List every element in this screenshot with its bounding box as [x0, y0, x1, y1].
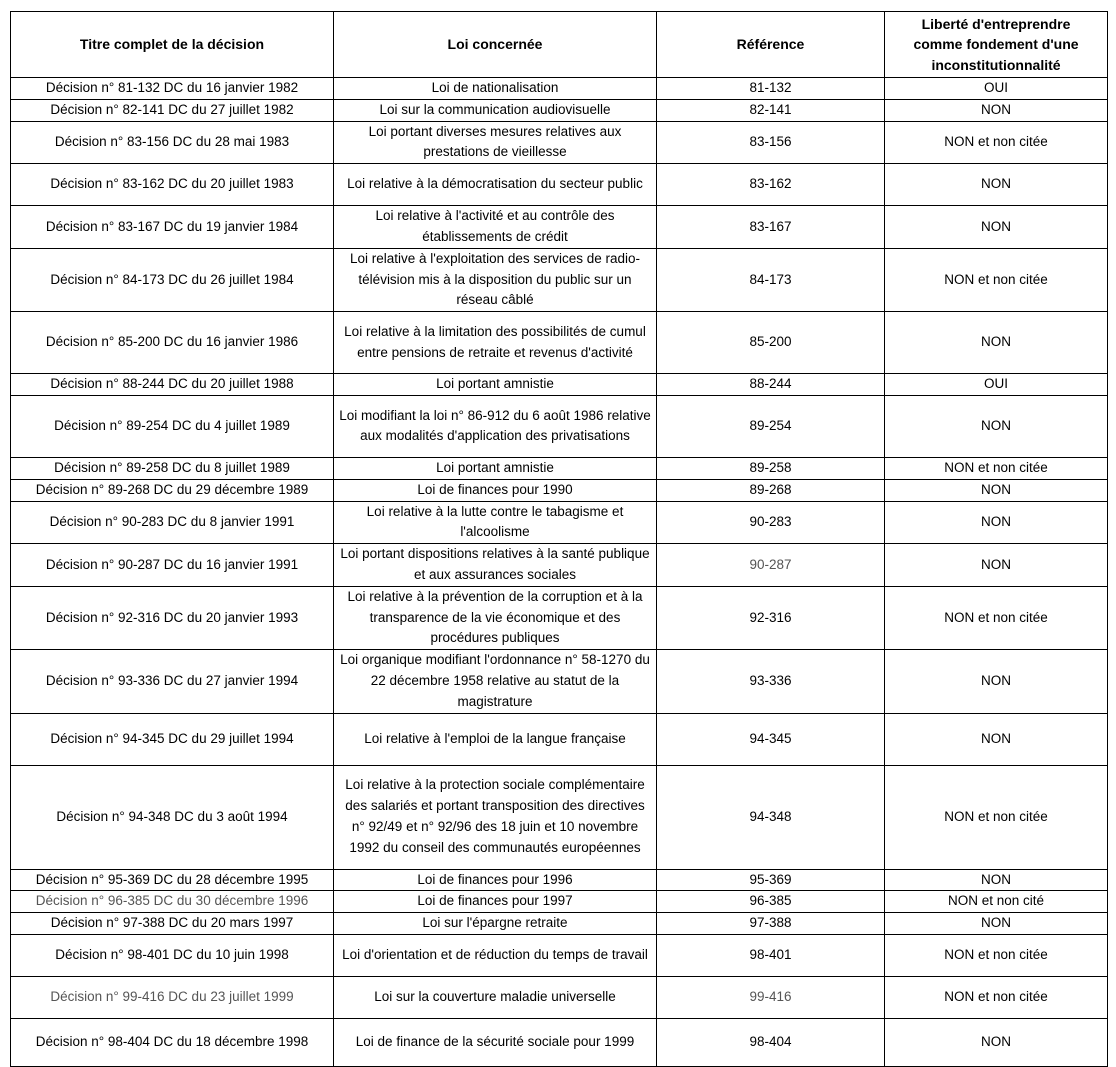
table-row: [11, 312, 1108, 374]
table-row: [11, 121, 1108, 164]
table-row: [11, 374, 1108, 396]
cell-decision: Décision n° 94-348 DC du 3 août 1994: [11, 765, 334, 869]
table-row: [11, 395, 1108, 457]
cell-ref: 95-369: [657, 869, 885, 891]
cell-decision: Décision n° 81-132 DC du 16 janvier 1982: [11, 78, 334, 100]
table-row: [11, 99, 1108, 121]
cell-loi: Loi de finance de la sécurité sociale pour 1999: [334, 1018, 657, 1066]
cell-decision: Décision n° 92-316 DC du 20 janvier 1993: [11, 586, 334, 649]
cell-ref: 98-401: [657, 934, 885, 976]
table-row: [11, 78, 1108, 100]
table-row: [11, 586, 1108, 649]
cell-liberte: NON: [885, 913, 1108, 935]
table-row: [11, 713, 1108, 765]
cell-decision: Décision n° 83-162 DC du 20 juillet 1983: [11, 164, 334, 206]
cell-liberte: OUI: [885, 374, 1108, 396]
cell-loi: Loi de finances pour 1997: [334, 891, 657, 913]
cell-decision: Décision n° 99-416 DC du 23 juillet 1999: [11, 976, 334, 1018]
cell-liberte: NON: [885, 544, 1108, 587]
cell-loi: Loi modifiant la loi n° 86-912 du 6 août 1986 relative aux modalités d'application des privatisations: [334, 395, 657, 457]
cell-ref: 83-156: [657, 121, 885, 164]
cell-decision: Décision n° 94-345 DC du 29 juillet 1994: [11, 713, 334, 765]
cell-ref: 97-388: [657, 913, 885, 935]
table-row: [11, 1018, 1108, 1066]
cell-loi: Loi sur l'épargne retraite: [334, 913, 657, 935]
cell-decision: Décision n° 89-268 DC du 29 décembre 1989: [11, 479, 334, 501]
cell-decision: Décision n° 83-167 DC du 19 janvier 1984: [11, 206, 334, 249]
cell-decision: Décision n° 90-287 DC du 16 janvier 1991: [11, 544, 334, 587]
table-row: [11, 479, 1108, 501]
table-row: [11, 765, 1108, 869]
table-row: [11, 869, 1108, 891]
cell-decision: Décision n° 98-401 DC du 10 juin 1998: [11, 934, 334, 976]
cell-loi: Loi sur la couverture maladie universelle: [334, 976, 657, 1018]
cell-loi: Loi relative à la limitation des possibilités de cumul entre pensions de retraite et revenus d'activité: [334, 312, 657, 374]
table-row: [11, 164, 1108, 206]
table-row: [11, 913, 1108, 935]
header-loi: Loi concernée: [334, 12, 657, 78]
cell-ref: 89-268: [657, 479, 885, 501]
table-row: [11, 934, 1108, 976]
cell-ref: 81-132: [657, 78, 885, 100]
cell-loi: Loi relative à la prévention de la corruption et à la transparence de la vie économique et des procédures publiques: [334, 586, 657, 649]
cell-decision: Décision n° 84-173 DC du 26 juillet 1984: [11, 248, 334, 311]
cell-ref: 98-404: [657, 1018, 885, 1066]
header-row: [11, 12, 1108, 78]
cell-ref: 83-162: [657, 164, 885, 206]
cell-ref: 82-141: [657, 99, 885, 121]
cell-loi: Loi relative à la démocratisation du secteur public: [334, 164, 657, 206]
cell-liberte: NON: [885, 1018, 1108, 1066]
table-row: [11, 206, 1108, 249]
table-row: [11, 248, 1108, 311]
cell-ref: 99-416: [657, 976, 885, 1018]
cell-loi: Loi relative à la protection sociale complémentaire des salariés et portant transposition des directives n° 92/49 et n° 92/96 des 18 juin et 10 novembre 1992 du conseil des communautés européennes: [334, 765, 657, 869]
header-reference: Référence: [657, 12, 885, 78]
cell-decision: Décision n° 96-385 DC du 30 décembre 1996: [11, 891, 334, 913]
cell-liberte: NON: [885, 869, 1108, 891]
table-row: [11, 501, 1108, 544]
cell-loi: Loi relative à l'activité et au contrôle des établissements de crédit: [334, 206, 657, 249]
cell-decision: Décision n° 83-156 DC du 28 mai 1983: [11, 121, 334, 164]
cell-liberte: NON: [885, 206, 1108, 249]
cell-loi: Loi portant dispositions relatives à la santé publique et aux assurances sociales: [334, 544, 657, 587]
cell-loi: Loi relative à l'exploitation des services de radio-télévision mis à la disposition du public sur un réseau câblé: [334, 248, 657, 311]
cell-loi: Loi de nationalisation: [334, 78, 657, 100]
cell-loi: Loi de finances pour 1990: [334, 479, 657, 501]
cell-ref: 90-283: [657, 501, 885, 544]
cell-liberte: NON et non citée: [885, 248, 1108, 311]
cell-liberte: NON et non citée: [885, 765, 1108, 869]
header-liberte: Liberté d'entreprendre comme fondement d'une inconstitutionnalité: [885, 12, 1108, 78]
header-decision: Titre complet de la décision: [11, 12, 334, 78]
cell-liberte: NON et non citée: [885, 121, 1108, 164]
cell-decision: Décision n° 85-200 DC du 16 janvier 1986: [11, 312, 334, 374]
cell-decision: Décision n° 89-254 DC du 4 juillet 1989: [11, 395, 334, 457]
cell-loi: Loi relative à la lutte contre le tabagisme et l'alcoolisme: [334, 501, 657, 544]
table-row: [11, 457, 1108, 479]
cell-decision: Décision n° 97-388 DC du 20 mars 1997: [11, 913, 334, 935]
table-row: [11, 544, 1108, 587]
table-row: [11, 891, 1108, 913]
cell-ref: 92-316: [657, 586, 885, 649]
cell-ref: 94-348: [657, 765, 885, 869]
cell-ref: 93-336: [657, 650, 885, 713]
cell-liberte: NON et non cité: [885, 891, 1108, 913]
cell-loi: Loi de finances pour 1996: [334, 869, 657, 891]
cell-liberte: NON: [885, 650, 1108, 713]
cell-decision: Décision n° 89-258 DC du 8 juillet 1989: [11, 457, 334, 479]
cell-loi: Loi sur la communication audiovisuelle: [334, 99, 657, 121]
cell-liberte: NON et non citée: [885, 586, 1108, 649]
cell-loi: Loi d'orientation et de réduction du temps de travail: [334, 934, 657, 976]
cell-liberte: NON: [885, 395, 1108, 457]
cell-liberte: OUI: [885, 78, 1108, 100]
cell-ref: 90-287: [657, 544, 885, 587]
cell-liberte: NON et non citée: [885, 976, 1108, 1018]
cell-decision: Décision n° 82-141 DC du 27 juillet 1982: [11, 99, 334, 121]
cell-decision: Décision n° 88-244 DC du 20 juillet 1988: [11, 374, 334, 396]
cell-ref: 94-345: [657, 713, 885, 765]
cell-decision: Décision n° 90-283 DC du 8 janvier 1991: [11, 501, 334, 544]
cell-decision: Décision n° 98-404 DC du 18 décembre 1998: [11, 1018, 334, 1066]
cell-liberte: NON: [885, 312, 1108, 374]
cell-loi: Loi relative à l'emploi de la langue française: [334, 713, 657, 765]
cell-ref: 89-254: [657, 395, 885, 457]
cell-loi: Loi portant diverses mesures relatives aux prestations de vieillesse: [334, 121, 657, 164]
cell-ref: 83-167: [657, 206, 885, 249]
cell-ref: 88-244: [657, 374, 885, 396]
cell-liberte: NON et non citée: [885, 934, 1108, 976]
cell-liberte: NON: [885, 99, 1108, 121]
cell-decision: Décision n° 93-336 DC du 27 janvier 1994: [11, 650, 334, 713]
cell-liberte: NON: [885, 501, 1108, 544]
cell-decision: Décision n° 95-369 DC du 28 décembre 1995: [11, 869, 334, 891]
cell-ref: 96-385: [657, 891, 885, 913]
cell-liberte: NON et non citée: [885, 457, 1108, 479]
cell-liberte: NON: [885, 164, 1108, 206]
cell-loi: Loi portant amnistie: [334, 374, 657, 396]
cell-loi: Loi portant amnistie: [334, 457, 657, 479]
decisions-table: [10, 11, 1108, 1067]
cell-liberte: NON: [885, 713, 1108, 765]
table-row: [11, 650, 1108, 713]
cell-loi: Loi organique modifiant l'ordonnance n° 58-1270 du 22 décembre 1958 relative au statut de la magistrature: [334, 650, 657, 713]
cell-ref: 85-200: [657, 312, 885, 374]
cell-ref: 89-258: [657, 457, 885, 479]
cell-ref: 84-173: [657, 248, 885, 311]
table-row: [11, 976, 1108, 1018]
cell-liberte: NON: [885, 479, 1108, 501]
